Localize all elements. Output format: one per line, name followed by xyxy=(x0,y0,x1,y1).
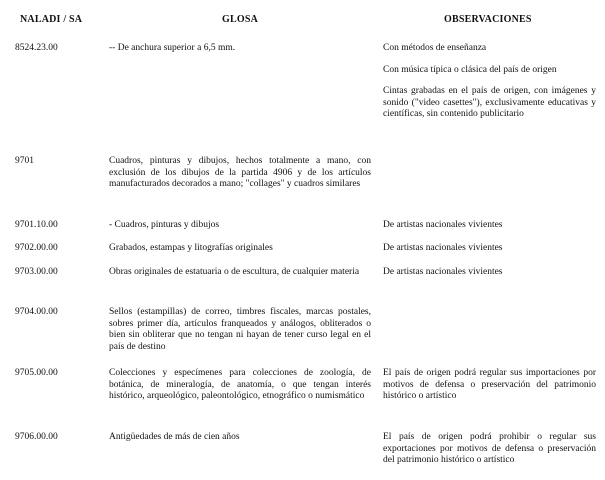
header-glosa: GLOSA xyxy=(222,14,259,25)
observation-text: Con métodos de enseñanza xyxy=(383,43,487,53)
observation-text: De artistas nacionales vivientes xyxy=(383,220,503,230)
observation-text: De artistas nacionales vivientes xyxy=(383,243,503,253)
row-observaciones xyxy=(383,267,596,279)
row-code: 9703.00.00 xyxy=(15,267,58,277)
observation-text: Con música típica o clásica del país de origen xyxy=(383,64,557,75)
row-observaciones xyxy=(383,368,596,403)
row-code: 9701.10.00 xyxy=(15,220,58,230)
row-code: 8524.23.00 xyxy=(15,43,58,53)
row-code: 9706.00.00 xyxy=(15,432,58,442)
row-glosa: -- De anchura superior a 6,5 mm. xyxy=(109,43,236,53)
row-code: 9704.00.00 xyxy=(15,307,58,317)
row-glosa: Sellos (estampillas) de correo, timbres fiscales, marcas postales, sobres primer día, artículos franqueados y análogos, obliterados o bien sin obliterar que no tengan ni hayan de tener curso legal en el país de destino xyxy=(109,307,371,352)
row-observaciones xyxy=(383,432,596,467)
row-code: 9702.00.00 xyxy=(15,243,58,253)
observation-text: El país de origen podrá prohibir o regular sus exportaciones por motivos de defensa o preservación del patrimonio histórico o artístico xyxy=(383,432,596,465)
row-glosa: - Cuadros, pinturas y dibujos xyxy=(109,220,220,230)
row-glosa: Obras originales de estatuaria o de escultura, de cualquier materia xyxy=(109,267,360,277)
row-code: 9701 xyxy=(15,156,34,166)
header-naladi-sa: NALADI / SA xyxy=(20,14,83,25)
row-glosa: Grabados, estampas y litografías originales xyxy=(109,243,273,253)
observation-text: Cintas grabadas en el país de origen, con imágenes y sonido ("video casettes"), exclusivamente educativas y científicas, sin contenido publicitario xyxy=(383,86,596,119)
row-glosa: Colecciones y especímenes para colecciones de zoología, de botánica, de mineralogía, de anatomía, o que tengan interés histórico, arqueológico, paleontológico, etnográfico o numismático xyxy=(109,368,371,401)
observation-text: El país de origen podrá regular sus importaciones por motivos de defensa o preservación del patrimonio histórico o artístico xyxy=(383,368,596,401)
row-glosa: Cuadros, pinturas y dibujos, hechos totalmente a mano, con exclusión de los dibujos de la partida 4906 y de los artículos manufacturados decorados a mano; "collages" y cuadros similares xyxy=(109,156,371,189)
row-observaciones xyxy=(383,243,596,255)
row-glosa: Antigüedades de más de cien años xyxy=(109,432,240,442)
observation-text: De artistas nacionales vivientes xyxy=(383,267,503,277)
row-observaciones xyxy=(383,220,596,232)
row-code: 9705.00.00 xyxy=(15,368,58,378)
header-observaciones: OBSERVACIONES xyxy=(444,14,532,25)
row-observaciones xyxy=(383,43,596,121)
